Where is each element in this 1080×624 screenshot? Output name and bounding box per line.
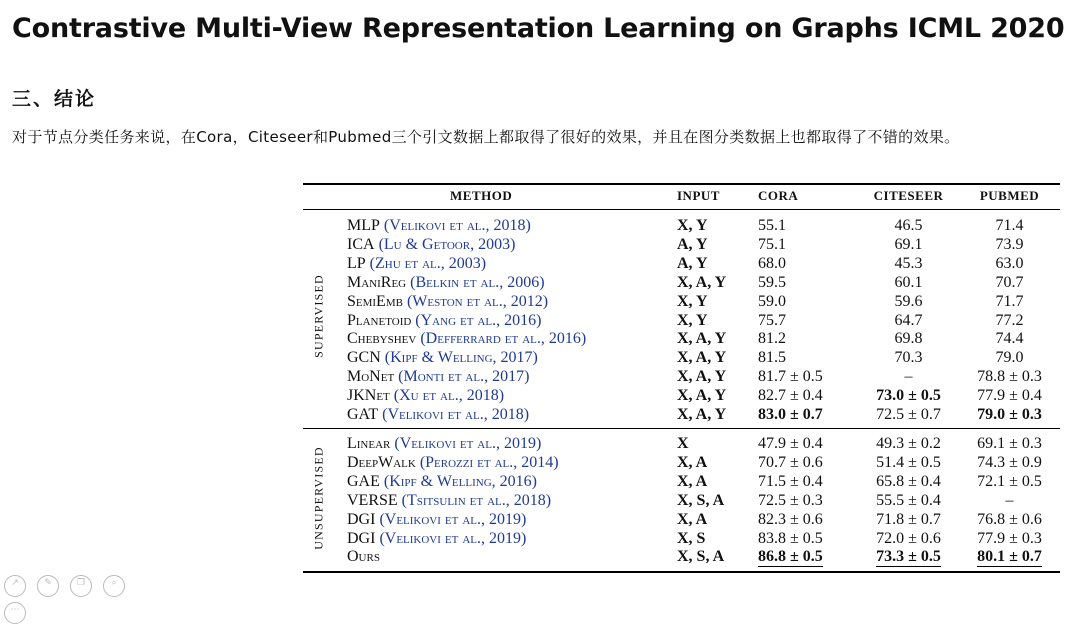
method-cell xyxy=(347,491,551,510)
method-citation[interactable]: (Velikovi et al., 2018) xyxy=(383,217,531,234)
table-header-rule xyxy=(303,209,1060,210)
pubmed-value: 71.4 xyxy=(995,217,1024,234)
header-method: METHOD xyxy=(450,188,513,203)
cora-cell xyxy=(758,434,823,453)
method-name: LP xyxy=(347,254,366,272)
method-citation[interactable]: (Lu & Getoor, 2003) xyxy=(378,235,516,253)
input-cell xyxy=(677,292,708,311)
cora-value: 47.9 ± 0.4 xyxy=(758,435,823,452)
citeseer-value: 69.8 xyxy=(894,330,923,348)
pubmed-value: 78.8 ± 0.3 xyxy=(977,368,1042,386)
citeseer-value: 65.8 ± 0.4 xyxy=(876,472,941,490)
input-value: A, Y xyxy=(677,254,708,272)
method-cell xyxy=(347,235,515,254)
input-cell xyxy=(677,453,707,472)
cora-value: 81.5 xyxy=(758,349,786,367)
pubmed-value: 77.9 ± 0.3 xyxy=(977,529,1042,547)
pubmed-cell xyxy=(959,216,1060,235)
pubmed-value: 63.0 xyxy=(995,254,1024,272)
method-cell xyxy=(347,453,559,472)
pubmed-cell xyxy=(959,405,1060,424)
method-name: VERSE xyxy=(347,491,398,509)
citeseer-cell xyxy=(858,491,959,510)
cora-value: 75.7 xyxy=(758,311,786,329)
method-name: GAT xyxy=(347,406,379,423)
pubmed-cell xyxy=(959,529,1060,548)
cora-cell xyxy=(758,386,823,405)
citeseer-value: 69.1 xyxy=(894,235,923,253)
citeseer-value: – xyxy=(904,368,913,386)
citeseer-cell xyxy=(858,434,959,453)
citeseer-cell xyxy=(858,472,959,491)
pubmed-value: 74.4 xyxy=(995,330,1024,348)
pubmed-value: 73.9 xyxy=(995,235,1024,253)
cora-cell xyxy=(758,329,786,348)
input-cell xyxy=(677,529,705,548)
pubmed-cell xyxy=(959,491,1060,510)
table-row xyxy=(303,273,1060,292)
input-cell xyxy=(677,434,689,453)
method-cell xyxy=(347,434,541,453)
article-title: Contrastive Multi-View Representation Learning on Graphs ICML 2020 xyxy=(12,13,1065,44)
input-value: X, A, Y xyxy=(677,387,727,405)
pubmed-cell xyxy=(959,292,1060,311)
method-name: ManiReg xyxy=(347,273,407,291)
method-citation[interactable]: (Velikovi et al., 2019) xyxy=(394,435,542,452)
citeseer-value: 72.0 ± 0.6 xyxy=(876,529,941,547)
cora-cell xyxy=(758,472,823,491)
input-cell xyxy=(677,491,724,510)
method-name: GAE xyxy=(347,472,380,490)
citeseer-cell xyxy=(858,547,959,566)
pubmed-cell xyxy=(959,547,1060,566)
input-value: X, Y xyxy=(677,292,708,310)
citeseer-value: 64.7 xyxy=(894,311,923,329)
citeseer-cell xyxy=(858,292,959,311)
header-input: INPUT xyxy=(677,188,720,203)
citeseer-cell xyxy=(858,235,959,254)
method-name: GCN xyxy=(347,349,381,367)
method-citation[interactable]: (Yang et al., 2016) xyxy=(415,311,542,329)
table-row xyxy=(303,434,1060,453)
method-name: Chebyshev xyxy=(347,330,417,348)
table-row xyxy=(303,235,1060,254)
citeseer-value: 51.4 ± 0.5 xyxy=(876,453,941,471)
method-citation[interactable]: (Velikovi et al., 2018) xyxy=(382,406,530,423)
method-citation[interactable]: (Velikovi et al., 2019) xyxy=(379,529,527,547)
input-value: X, A, Y xyxy=(677,406,727,423)
cora-value: 86.8 ± 0.5 xyxy=(758,548,823,566)
method-cell xyxy=(347,386,504,405)
method-name: Linear xyxy=(347,435,391,452)
citeseer-value: 73.3 ± 0.5 xyxy=(876,548,941,566)
input-value: X, A xyxy=(677,510,708,528)
method-citation[interactable]: (Tsitsulin et al., 2018) xyxy=(401,491,552,509)
citeseer-value: 46.5 xyxy=(894,217,923,234)
method-citation[interactable]: (Zhu et al., 2003) xyxy=(369,254,487,272)
table-row xyxy=(303,405,1060,424)
header-pubmed: PUBMED xyxy=(979,188,1040,203)
cora-value: 75.1 xyxy=(758,235,786,253)
method-citation[interactable]: (Monti et al., 2017) xyxy=(398,368,530,386)
pubmed-cell xyxy=(959,453,1060,472)
citeseer-value: 71.8 ± 0.7 xyxy=(876,510,941,528)
input-cell xyxy=(677,405,726,424)
method-name: ICA xyxy=(347,235,375,253)
cora-cell xyxy=(758,292,786,311)
input-value: X, S, A xyxy=(677,491,725,509)
method-name: SemiEmb xyxy=(347,292,403,310)
cora-value: 71.5 ± 0.4 xyxy=(758,472,823,490)
input-cell xyxy=(677,311,708,330)
method-citation[interactable]: (Belkin et al., 2006) xyxy=(410,273,545,291)
citeseer-value: 59.6 xyxy=(894,292,923,310)
cora-cell xyxy=(758,529,823,548)
method-cell xyxy=(347,405,529,424)
citeseer-value: 55.5 ± 0.4 xyxy=(876,491,941,509)
method-citation[interactable]: (Perozzi et al., 2014) xyxy=(419,453,559,471)
method-citation[interactable]: (Weston et al., 2012) xyxy=(406,292,549,310)
citeseer-cell xyxy=(858,273,959,292)
more-icon[interactable]: ⋯ xyxy=(4,602,26,624)
method-cell xyxy=(347,329,586,348)
table-row xyxy=(303,547,1060,566)
pubmed-cell xyxy=(959,367,1060,386)
table-row xyxy=(303,311,1060,330)
pubmed-value: 70.7 xyxy=(995,273,1024,291)
table-row xyxy=(303,453,1060,472)
pubmed-cell xyxy=(959,254,1060,273)
table-row xyxy=(303,491,1060,510)
method-name: DGI xyxy=(347,529,376,547)
table-row xyxy=(303,216,1060,235)
cora-cell xyxy=(758,216,786,235)
input-cell xyxy=(677,329,726,348)
input-value: X, Y xyxy=(677,311,708,329)
table-row xyxy=(303,254,1060,273)
input-value: X, A xyxy=(677,472,708,490)
input-value: X, A, Y xyxy=(677,368,727,386)
citeseer-value: 49.3 ± 0.2 xyxy=(876,435,941,452)
table-row xyxy=(303,386,1060,405)
method-citation[interactable]: (Xu et al., 2018) xyxy=(393,387,505,405)
cora-cell xyxy=(758,311,786,330)
citeseer-value: 45.3 xyxy=(894,254,923,272)
table-row xyxy=(303,329,1060,348)
method-cell xyxy=(347,216,531,235)
pubmed-cell xyxy=(959,348,1060,367)
method-name: Planetoid xyxy=(347,311,412,329)
edit-icon[interactable]: ✎ xyxy=(37,575,59,597)
method-name: MoNet xyxy=(347,368,395,386)
pubmed-cell xyxy=(959,510,1060,529)
table-row xyxy=(303,472,1060,491)
header-citeseer: CITESEER xyxy=(873,188,944,203)
search-icon[interactable]: ⌕ xyxy=(103,575,125,597)
cora-cell xyxy=(758,235,786,254)
share-icon[interactable]: ↗ xyxy=(4,575,26,597)
input-cell xyxy=(677,273,726,292)
table-mid-rule xyxy=(303,428,1060,429)
input-cell xyxy=(677,254,708,273)
citeseer-cell xyxy=(858,216,959,235)
cora-value: 82.3 ± 0.6 xyxy=(758,510,823,528)
footer-toolbar xyxy=(4,570,164,615)
citeseer-value: 70.3 xyxy=(894,349,923,367)
method-cell xyxy=(347,311,541,330)
cora-cell xyxy=(758,254,786,273)
cora-value: 83.0 ± 0.7 xyxy=(758,406,823,423)
table-row xyxy=(303,367,1060,386)
cora-cell xyxy=(758,491,823,510)
method-cell xyxy=(347,292,548,311)
copy-icon[interactable]: ❐ xyxy=(70,575,92,597)
input-value: X, S, A xyxy=(677,548,725,566)
citeseer-cell xyxy=(858,529,959,548)
input-value: X, A xyxy=(677,453,708,471)
method-name: Ours xyxy=(347,548,380,566)
pubmed-cell xyxy=(959,235,1060,254)
cora-cell xyxy=(758,510,823,529)
method-name: DGI xyxy=(347,510,376,528)
results-table: METHOD INPUT CORA CITESEER PUBMED SUPERVISED MLP (Velikovi et al., 2018) X, Y 55.1 46.5 71.4 ICA (Lu & Getoor, 2003) A, Y 75.1 69.1 73.9 LP (Zhu et al., 2003) A, Y 68.0 45.3 63.0 ManiReg (Belkin et al., 2006) X, A, Y 59.5 60.1 70.7 SemiEmb (Weston et al., 2012) X, Y 59.0 59.6 71.7 Planetoid (Yang et al., 2016) X, Y 75.7 64.7 77.2 Chebyshev (Defferrard et al., 2016) X, A, Y 81.2 69.8 74.4 GCN (Kipf & Welling, 2017) X, A, Y 81.5 70.3 79.0 MoNet (Monti et al., 2017) X, A, Y 81.7 ± 0.5 – 78.8 ± 0.3 JKNet (Xu et al., 2018) X, A, Y 82.7 ± 0.4 73.0 ± 0.5 77.9 ± 0.4 GAT (Velikovi et al., 2018) X, A, Y 83.0 ± 0.7 72.5 ± 0.7 79.0 ± 0.3 UNSUPERVISED Linear (Velikovi et al., 2019) X 47.9 ± 0.4 49.3 ± 0.2 69.1 ± 0.3 DeepWalk (Perozzi et al., 2014) X, A 70.7 ± 0.6 51.4 ± 0.5 74.3 ± 0.9 GAE (Kipf & Welling, 2016) X, A 71.5 ± 0.4 65.8 ± 0.4 72.1 ± 0.5 VERSE (Tsitsulin et al., 2018) X, S, A 72.5 ± 0.3 55.5 ± 0.4 – DGI (Velikovi et al., 2019) X, A 82.3 ± 0.6 71.8 ± 0.7 76.8 ± 0.6 DGI (Velikovi et al., 2019) X, S 83.8 ± 0.5 72.0 ± 0.6 77.9 ± 0.3 Ours X, S, A 86.8 ± 0.5 73.3 ± 0.5 80.1 ± 0.7 xyxy=(303,183,1060,574)
method-name: DeepWalk xyxy=(347,453,416,471)
method-cell xyxy=(347,547,380,566)
header-cora: CORA xyxy=(758,188,799,203)
input-cell xyxy=(677,235,708,254)
cora-cell xyxy=(758,367,823,386)
table-row xyxy=(303,292,1060,311)
cora-value: 81.2 xyxy=(758,330,786,348)
cora-value: 82.7 ± 0.4 xyxy=(758,387,823,405)
pubmed-value: 79.0 ± 0.3 xyxy=(977,406,1042,423)
citeseer-cell xyxy=(858,311,959,330)
table-row xyxy=(303,348,1060,367)
citeseer-cell xyxy=(858,510,959,529)
method-cell xyxy=(347,367,529,386)
pubmed-value: 80.1 ± 0.7 xyxy=(977,548,1042,566)
cora-cell xyxy=(758,547,823,566)
method-cell xyxy=(347,510,526,529)
input-cell xyxy=(677,510,707,529)
citeseer-cell xyxy=(858,348,959,367)
pubmed-value: 72.1 ± 0.5 xyxy=(977,472,1042,490)
cora-value: 83.8 ± 0.5 xyxy=(758,529,823,547)
method-cell xyxy=(347,348,538,367)
section-heading: 三、结论 xyxy=(12,88,97,110)
method-cell xyxy=(347,273,545,292)
cora-value: 59.0 xyxy=(758,292,786,310)
cora-cell xyxy=(758,405,823,424)
input-value: X xyxy=(677,435,689,452)
cora-value: 72.5 ± 0.3 xyxy=(758,491,823,509)
citeseer-cell xyxy=(858,329,959,348)
input-value: X, A, Y xyxy=(677,273,727,291)
pubmed-cell xyxy=(959,472,1060,491)
method-cell xyxy=(347,529,526,548)
cora-value: 81.7 ± 0.5 xyxy=(758,368,823,386)
citeseer-cell xyxy=(858,254,959,273)
input-cell xyxy=(677,386,726,405)
table-top-rule xyxy=(303,183,1060,185)
citeseer-value: 73.0 ± 0.5 xyxy=(876,387,941,405)
citeseer-value: 60.1 xyxy=(894,273,923,291)
method-citation[interactable]: (Kipf & Welling, 2016) xyxy=(383,472,537,490)
cora-value: 55.1 xyxy=(758,217,786,234)
pubmed-cell xyxy=(959,386,1060,405)
pubmed-value: – xyxy=(1005,491,1014,509)
pubmed-cell xyxy=(959,434,1060,453)
citeseer-value: 72.5 ± 0.7 xyxy=(876,406,941,423)
cora-value: 70.7 ± 0.6 xyxy=(758,453,823,471)
cora-value: 68.0 xyxy=(758,254,786,272)
method-name: MLP xyxy=(347,217,380,234)
pubmed-cell xyxy=(959,273,1060,292)
table-row xyxy=(303,510,1060,529)
table-row xyxy=(303,529,1060,548)
method-cell xyxy=(347,472,537,491)
input-value: X, Y xyxy=(677,217,708,234)
method-cell xyxy=(347,254,486,273)
pubmed-value: 71.7 xyxy=(995,292,1024,310)
pubmed-cell xyxy=(959,329,1060,348)
input-value: X, S xyxy=(677,529,706,547)
citeseer-cell xyxy=(858,405,959,424)
citeseer-cell xyxy=(858,367,959,386)
input-value: X, A, Y xyxy=(677,330,727,348)
pubmed-value: 69.1 ± 0.3 xyxy=(977,435,1042,452)
input-cell xyxy=(677,367,726,386)
citeseer-cell xyxy=(858,453,959,472)
input-value: X, A, Y xyxy=(677,349,727,367)
cora-value: 59.5 xyxy=(758,273,786,291)
pubmed-value: 79.0 xyxy=(995,349,1024,367)
cora-cell xyxy=(758,273,786,292)
cora-cell xyxy=(758,453,823,472)
input-cell xyxy=(677,547,724,566)
method-name: JKNet xyxy=(347,387,390,405)
pubmed-value: 77.9 ± 0.4 xyxy=(977,387,1042,405)
input-cell xyxy=(677,348,726,367)
pubmed-cell xyxy=(959,311,1060,330)
cora-cell xyxy=(758,348,786,367)
input-cell xyxy=(677,216,708,235)
pubmed-value: 77.2 xyxy=(995,311,1024,329)
input-value: A, Y xyxy=(677,235,708,253)
pubmed-value: 74.3 ± 0.9 xyxy=(977,453,1042,471)
method-citation[interactable]: (Velikovi et al., 2019) xyxy=(379,510,527,528)
input-cell xyxy=(677,472,707,491)
method-citation[interactable]: (Kipf & Welling, 2017) xyxy=(384,349,538,367)
pubmed-value: 76.8 ± 0.6 xyxy=(977,510,1042,528)
conclusion-paragraph: 对于节点分类任务来说，在Cora，Citeseer和Pubmed三个引文数据上都取得了很好的效果，并且在图分类数据上也都取得了不错的效果。 xyxy=(12,128,960,146)
table-bottom-rule xyxy=(303,571,1060,573)
citeseer-cell xyxy=(858,386,959,405)
method-citation[interactable]: (Defferrard et al., 2016) xyxy=(420,330,587,348)
